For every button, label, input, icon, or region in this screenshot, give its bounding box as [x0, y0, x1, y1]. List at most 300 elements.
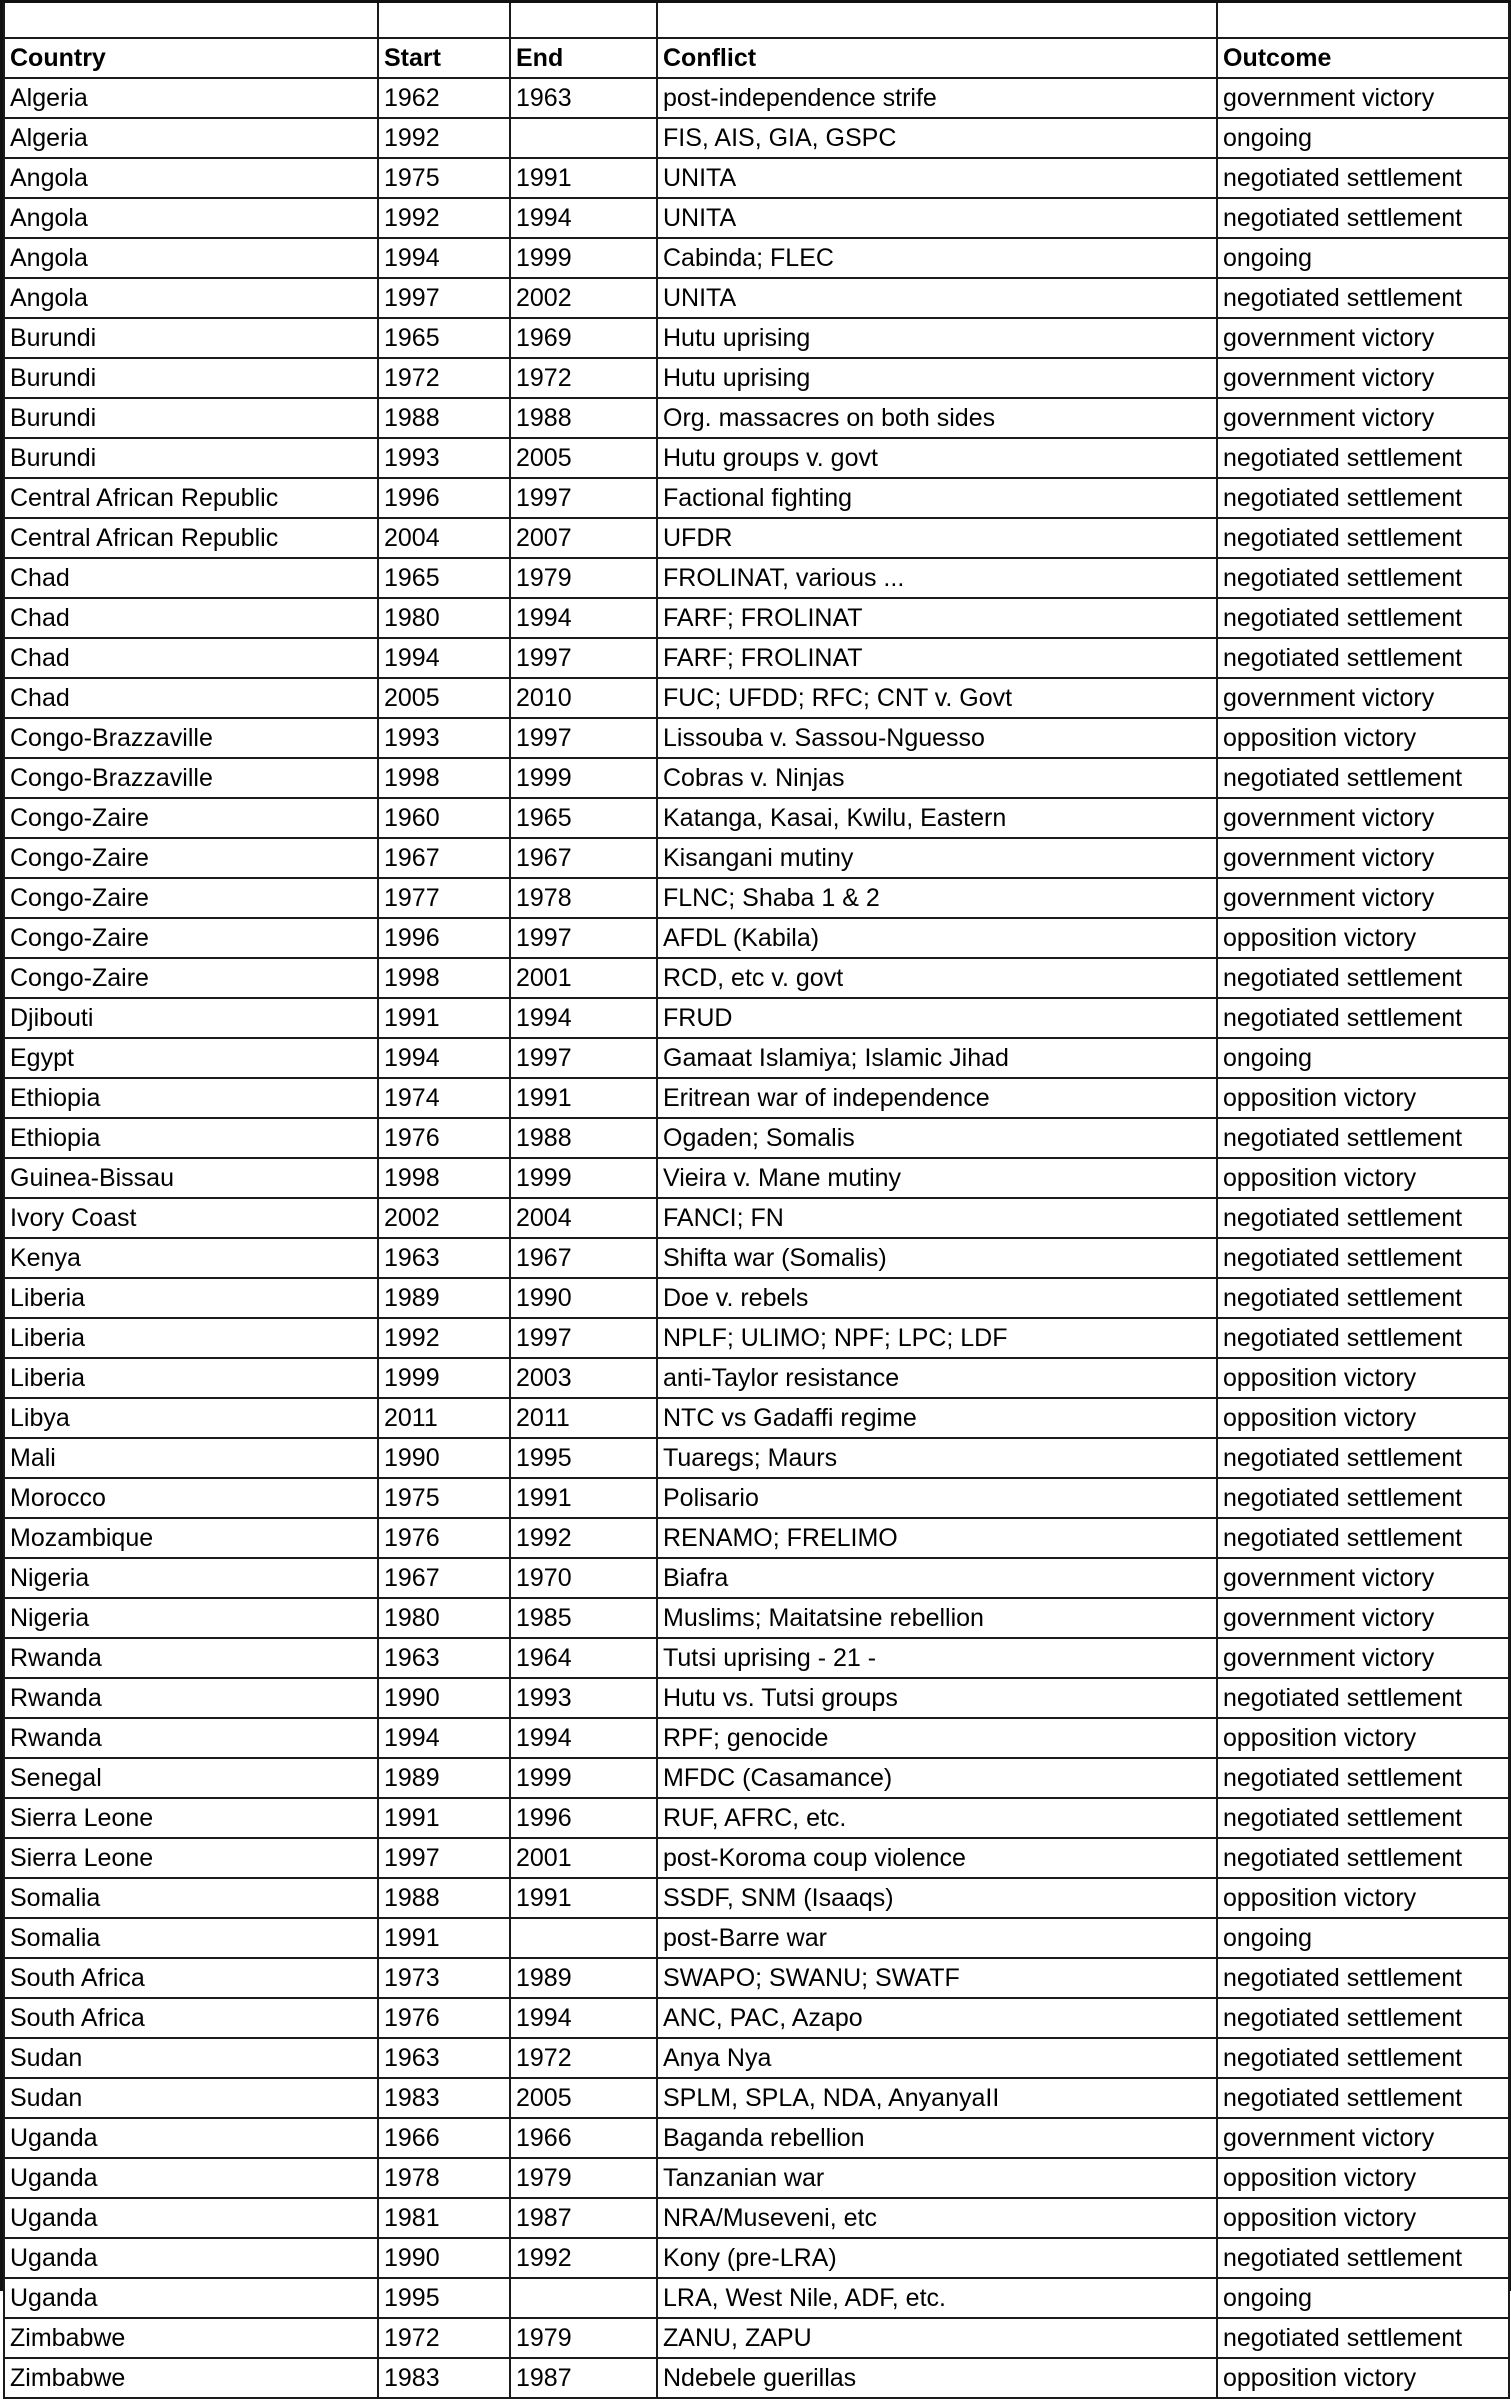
- cell-end[interactable]: 1993: [510, 1678, 657, 1718]
- cell-country[interactable]: Burundi: [4, 398, 378, 438]
- cell-conflict[interactable]: Tanzanian war: [657, 2158, 1217, 2198]
- cell-end[interactable]: 1997: [510, 638, 657, 678]
- cell-start[interactable]: 1960: [378, 798, 510, 838]
- cell-outcome[interactable]: negotiated settlement: [1217, 1798, 1509, 1838]
- cell-start[interactable]: 1980: [378, 598, 510, 638]
- cell-end[interactable]: 1963: [510, 78, 657, 118]
- table-row[interactable]: [4, 1998, 1509, 2038]
- cell-end[interactable]: 1985: [510, 1598, 657, 1638]
- cell-end[interactable]: 1995: [510, 1438, 657, 1478]
- table-row[interactable]: [4, 1198, 1509, 1238]
- cell-outcome[interactable]: negotiated settlement: [1217, 1838, 1509, 1878]
- cell-start[interactable]: 1990: [378, 1438, 510, 1478]
- cell-country[interactable]: Congo-Zaire: [4, 798, 378, 838]
- cell-outcome[interactable]: ongoing: [1217, 1038, 1509, 1078]
- cell-country[interactable]: South Africa: [4, 1958, 378, 1998]
- cell-start[interactable]: 1977: [378, 878, 510, 918]
- cell-end[interactable]: [510, 1918, 657, 1958]
- cell-country[interactable]: Congo-Zaire: [4, 918, 378, 958]
- cell-outcome[interactable]: negotiated settlement: [1217, 2038, 1509, 2078]
- cell-end[interactable]: 1991: [510, 158, 657, 198]
- table-row[interactable]: [4, 1078, 1509, 1118]
- cell-outcome[interactable]: negotiated settlement: [1217, 478, 1509, 518]
- table-row[interactable]: [4, 758, 1509, 798]
- cell-outcome[interactable]: opposition victory: [1217, 1158, 1509, 1198]
- table-row[interactable]: [4, 158, 1509, 198]
- cell-start[interactable]: 1963: [378, 1638, 510, 1678]
- cell-start[interactable]: 1994: [378, 638, 510, 678]
- cell-end[interactable]: 1988: [510, 398, 657, 438]
- table-row[interactable]: [4, 1118, 1509, 1158]
- cell-outcome[interactable]: negotiated settlement: [1217, 438, 1509, 478]
- cell-outcome[interactable]: negotiated settlement: [1217, 2238, 1509, 2278]
- column-header-outcome[interactable]: Outcome: [1217, 38, 1509, 78]
- cell-start[interactable]: 1988: [378, 1878, 510, 1918]
- cell-outcome[interactable]: negotiated settlement: [1217, 518, 1509, 558]
- table-row[interactable]: [4, 918, 1509, 958]
- cell-start[interactable]: 1978: [378, 2158, 510, 2198]
- table-row[interactable]: [4, 1438, 1509, 1478]
- cell-conflict[interactable]: anti-Taylor resistance: [657, 1358, 1217, 1398]
- cell-outcome[interactable]: negotiated settlement: [1217, 2318, 1509, 2358]
- table-row[interactable]: [4, 1038, 1509, 1078]
- cell-end[interactable]: 1970: [510, 1558, 657, 1598]
- table-row[interactable]: [4, 1798, 1509, 1838]
- cell-country[interactable]: Angola: [4, 278, 378, 318]
- table-row[interactable]: [4, 2078, 1509, 2118]
- cell-start[interactable]: 1972: [378, 358, 510, 398]
- cell-country[interactable]: Congo-Brazzaville: [4, 718, 378, 758]
- cell-end[interactable]: 1997: [510, 478, 657, 518]
- cell-start[interactable]: 1966: [378, 2118, 510, 2158]
- cell-outcome[interactable]: negotiated settlement: [1217, 1958, 1509, 1998]
- table-row[interactable]: [4, 358, 1509, 398]
- cell-conflict[interactable]: SSDF, SNM (Isaaqs): [657, 1878, 1217, 1918]
- cell-end[interactable]: 1994: [510, 1718, 657, 1758]
- cell-end[interactable]: 1979: [510, 2158, 657, 2198]
- cell-end[interactable]: 1978: [510, 878, 657, 918]
- cell-conflict[interactable]: FARF; FROLINAT: [657, 638, 1217, 678]
- cell-country[interactable]: Mozambique: [4, 1518, 378, 1558]
- cell-end[interactable]: 1979: [510, 558, 657, 598]
- cell-start[interactable]: 1962: [378, 78, 510, 118]
- cell-conflict[interactable]: Hutu uprising: [657, 358, 1217, 398]
- cell-end[interactable]: 1972: [510, 2038, 657, 2078]
- cell-conflict[interactable]: Anya Nya: [657, 2038, 1217, 2078]
- cell-start[interactable]: 1974: [378, 1078, 510, 1118]
- cell-country[interactable]: South Africa: [4, 1998, 378, 2038]
- cell-outcome[interactable]: opposition victory: [1217, 2158, 1509, 2198]
- cell-end[interactable]: 1988: [510, 1118, 657, 1158]
- cell-end[interactable]: 2001: [510, 958, 657, 998]
- cell-conflict[interactable]: FARF; FROLINAT: [657, 598, 1217, 638]
- cell-outcome[interactable]: government victory: [1217, 1558, 1509, 1598]
- cell-end[interactable]: 2010: [510, 678, 657, 718]
- cell-conflict[interactable]: Doe v. rebels: [657, 1278, 1217, 1318]
- cell-country[interactable]: Burundi: [4, 358, 378, 398]
- table-row[interactable]: [4, 998, 1509, 1038]
- cell-start[interactable]: 1994: [378, 1038, 510, 1078]
- cell-end[interactable]: [510, 2278, 657, 2318]
- cell-outcome[interactable]: negotiated settlement: [1217, 1518, 1509, 1558]
- cell-country[interactable]: Ivory Coast: [4, 1198, 378, 1238]
- cell-start[interactable]: 1963: [378, 2038, 510, 2078]
- cell-country[interactable]: Somalia: [4, 1878, 378, 1918]
- cell-conflict[interactable]: Tutsi uprising - 21 -: [657, 1638, 1217, 1678]
- cell-conflict[interactable]: Org. massacres on both sides: [657, 398, 1217, 438]
- cell-outcome[interactable]: negotiated settlement: [1217, 558, 1509, 598]
- cell-end[interactable]: 1991: [510, 1078, 657, 1118]
- cell-start[interactable]: 1991: [378, 1798, 510, 1838]
- cell-end[interactable]: 1997: [510, 1318, 657, 1358]
- table-row[interactable]: [4, 1398, 1509, 1438]
- cell-outcome[interactable]: ongoing: [1217, 1918, 1509, 1958]
- cell-outcome[interactable]: government victory: [1217, 798, 1509, 838]
- cell-end[interactable]: 1966: [510, 2118, 657, 2158]
- table-row[interactable]: [4, 318, 1509, 358]
- cell-outcome[interactable]: negotiated settlement: [1217, 598, 1509, 638]
- cell-start[interactable]: 1998: [378, 758, 510, 798]
- cell-start[interactable]: 1998: [378, 958, 510, 998]
- cell-conflict[interactable]: MFDC (Casamance): [657, 1758, 1217, 1798]
- cell-outcome[interactable]: government victory: [1217, 318, 1509, 358]
- cell-end[interactable]: [510, 118, 657, 158]
- cell-start[interactable]: 1991: [378, 1918, 510, 1958]
- cell-outcome[interactable]: government victory: [1217, 1598, 1509, 1638]
- cell-outcome[interactable]: opposition victory: [1217, 1078, 1509, 1118]
- cell-country[interactable]: Zimbabwe: [4, 2318, 378, 2358]
- cell-outcome[interactable]: government victory: [1217, 678, 1509, 718]
- cell-outcome[interactable]: negotiated settlement: [1217, 958, 1509, 998]
- table-row[interactable]: [4, 798, 1509, 838]
- table-row[interactable]: [4, 678, 1509, 718]
- cell-start[interactable]: 1989: [378, 1758, 510, 1798]
- cell-outcome[interactable]: opposition victory: [1217, 718, 1509, 758]
- table-row[interactable]: [4, 118, 1509, 158]
- cell-country[interactable]: Sierra Leone: [4, 1798, 378, 1838]
- cell-outcome[interactable]: negotiated settlement: [1217, 278, 1509, 318]
- cell-conflict[interactable]: RCD, etc v. govt: [657, 958, 1217, 998]
- table-row[interactable]: [4, 1518, 1509, 1558]
- cell-end[interactable]: 1964: [510, 1638, 657, 1678]
- cell-start[interactable]: 1993: [378, 438, 510, 478]
- cell-country[interactable]: Mali: [4, 1438, 378, 1478]
- table-row[interactable]: [4, 1558, 1509, 1598]
- table-row[interactable]: [4, 838, 1509, 878]
- table-row[interactable]: [4, 1478, 1509, 1518]
- column-header-end[interactable]: End: [510, 38, 657, 78]
- cell-start[interactable]: 1983: [378, 2358, 510, 2398]
- table-row[interactable]: [4, 1958, 1509, 1998]
- cell-start[interactable]: 1976: [378, 1118, 510, 1158]
- cell-country[interactable]: Burundi: [4, 318, 378, 358]
- table-row[interactable]: [4, 198, 1509, 238]
- cell-start[interactable]: 1998: [378, 1158, 510, 1198]
- cell-end[interactable]: 1969: [510, 318, 657, 358]
- cell-conflict[interactable]: Baganda rebellion: [657, 2118, 1217, 2158]
- column-header-conflict[interactable]: Conflict: [657, 38, 1217, 78]
- cell-conflict[interactable]: Muslims; Maitatsine rebellion: [657, 1598, 1217, 1638]
- table-row[interactable]: [4, 1238, 1509, 1278]
- cell-end[interactable]: 1967: [510, 838, 657, 878]
- cell-country[interactable]: Ethiopia: [4, 1078, 378, 1118]
- cell-start[interactable]: 1994: [378, 238, 510, 278]
- cell-country[interactable]: Nigeria: [4, 1598, 378, 1638]
- cell-conflict[interactable]: ZANU, ZAPU: [657, 2318, 1217, 2358]
- cell-end[interactable]: 1999: [510, 758, 657, 798]
- table-row[interactable]: [4, 1758, 1509, 1798]
- table-row[interactable]: [4, 1598, 1509, 1638]
- cell-conflict[interactable]: Vieira v. Mane mutiny: [657, 1158, 1217, 1198]
- cell-start[interactable]: 1975: [378, 1478, 510, 1518]
- cell-conflict[interactable]: RUF, AFRC, etc.: [657, 1798, 1217, 1838]
- cell-conflict[interactable]: Cobras v. Ninjas: [657, 758, 1217, 798]
- cell-conflict[interactable]: SPLM, SPLA, NDA, AnyanyaII: [657, 2078, 1217, 2118]
- cell-country[interactable]: Angola: [4, 198, 378, 238]
- table-row[interactable]: [4, 2198, 1509, 2238]
- cell-start[interactable]: 1972: [378, 2318, 510, 2358]
- cell-start[interactable]: 2011: [378, 1398, 510, 1438]
- cell-end[interactable]: 1979: [510, 2318, 657, 2358]
- cell-end[interactable]: 1991: [510, 1478, 657, 1518]
- cell-outcome[interactable]: government victory: [1217, 2118, 1509, 2158]
- cell-country[interactable]: Uganda: [4, 2158, 378, 2198]
- cell-outcome[interactable]: government victory: [1217, 1638, 1509, 1678]
- table-row[interactable]: [4, 2238, 1509, 2278]
- table-row[interactable]: [4, 238, 1509, 278]
- cell-conflict[interactable]: ANC, PAC, Azapo: [657, 1998, 1217, 2038]
- cell-outcome[interactable]: ongoing: [1217, 2278, 1509, 2318]
- cell-end[interactable]: 2001: [510, 1838, 657, 1878]
- cell-conflict[interactable]: Kisangani mutiny: [657, 838, 1217, 878]
- cell-country[interactable]: Chad: [4, 558, 378, 598]
- cell-start[interactable]: 1993: [378, 718, 510, 758]
- cell-end[interactable]: 2007: [510, 518, 657, 558]
- cell-country[interactable]: Uganda: [4, 2118, 378, 2158]
- cell-outcome[interactable]: opposition victory: [1217, 1398, 1509, 1438]
- cell-country[interactable]: Uganda: [4, 2278, 378, 2318]
- cell-country[interactable]: Angola: [4, 158, 378, 198]
- cell-outcome[interactable]: negotiated settlement: [1217, 1198, 1509, 1238]
- cell-start[interactable]: 1990: [378, 1678, 510, 1718]
- cell-conflict[interactable]: Ndebele guerillas: [657, 2358, 1217, 2398]
- table-row[interactable]: [4, 878, 1509, 918]
- cell-start[interactable]: 1963: [378, 1238, 510, 1278]
- cell-start[interactable]: 1983: [378, 2078, 510, 2118]
- cell-outcome[interactable]: negotiated settlement: [1217, 198, 1509, 238]
- cell-outcome[interactable]: negotiated settlement: [1217, 1758, 1509, 1798]
- cell-conflict[interactable]: LRA, West Nile, ADF, etc.: [657, 2278, 1217, 2318]
- cell-start[interactable]: 2004: [378, 518, 510, 558]
- cell-outcome[interactable]: negotiated settlement: [1217, 1998, 1509, 2038]
- cell-start[interactable]: 1997: [378, 278, 510, 318]
- cell-country[interactable]: Sudan: [4, 2038, 378, 2078]
- cell-end[interactable]: 1987: [510, 2358, 657, 2398]
- cell-end[interactable]: 1997: [510, 918, 657, 958]
- cell-conflict[interactable]: AFDL (Kabila): [657, 918, 1217, 958]
- cell-end[interactable]: 1999: [510, 1758, 657, 1798]
- table-row[interactable]: [4, 1678, 1509, 1718]
- cell-start[interactable]: 2005: [378, 678, 510, 718]
- cell-country[interactable]: Burundi: [4, 438, 378, 478]
- cell-conflict[interactable]: Hutu uprising: [657, 318, 1217, 358]
- cell-end[interactable]: 1994: [510, 198, 657, 238]
- cell-conflict[interactable]: Polisario: [657, 1478, 1217, 1518]
- cell-end[interactable]: 1994: [510, 998, 657, 1038]
- cell-end[interactable]: 2002: [510, 278, 657, 318]
- table-row[interactable]: [4, 2158, 1509, 2198]
- cell-country[interactable]: Ethiopia: [4, 1118, 378, 1158]
- cell-start[interactable]: 1988: [378, 398, 510, 438]
- table-row[interactable]: [4, 1358, 1509, 1398]
- cell-outcome[interactable]: opposition victory: [1217, 918, 1509, 958]
- cell-country[interactable]: Central African Republic: [4, 478, 378, 518]
- table-row[interactable]: [4, 1158, 1509, 1198]
- cell-outcome[interactable]: negotiated settlement: [1217, 1238, 1509, 1278]
- cell-end[interactable]: 1987: [510, 2198, 657, 2238]
- table-row[interactable]: [4, 2278, 1509, 2318]
- table-row[interactable]: [4, 2118, 1509, 2158]
- cell-outcome[interactable]: negotiated settlement: [1217, 1478, 1509, 1518]
- cell-country[interactable]: Rwanda: [4, 1718, 378, 1758]
- cell-start[interactable]: 1981: [378, 2198, 510, 2238]
- cell-outcome[interactable]: opposition victory: [1217, 1878, 1509, 1918]
- column-header-country[interactable]: Country: [4, 38, 378, 78]
- cell-conflict[interactable]: Gamaat Islamiya; Islamic Jihad: [657, 1038, 1217, 1078]
- cell-conflict[interactable]: post-Koroma coup violence: [657, 1838, 1217, 1878]
- cell-country[interactable]: Liberia: [4, 1318, 378, 1358]
- cell-country[interactable]: Senegal: [4, 1758, 378, 1798]
- table-row[interactable]: [4, 1278, 1509, 1318]
- cell-country[interactable]: Egypt: [4, 1038, 378, 1078]
- cell-country[interactable]: Congo-Zaire: [4, 838, 378, 878]
- cell-conflict[interactable]: post-independence strife: [657, 78, 1217, 118]
- cell-conflict[interactable]: FLNC; Shaba 1 & 2: [657, 878, 1217, 918]
- cell-end[interactable]: 1965: [510, 798, 657, 838]
- table-row[interactable]: [4, 1878, 1509, 1918]
- cell-start[interactable]: 1975: [378, 158, 510, 198]
- cell-end[interactable]: 1999: [510, 238, 657, 278]
- cell-end[interactable]: 2005: [510, 2078, 657, 2118]
- cell-start[interactable]: 1999: [378, 1358, 510, 1398]
- table-row[interactable]: [4, 1318, 1509, 1358]
- cell-country[interactable]: Guinea-Bissau: [4, 1158, 378, 1198]
- cell-country[interactable]: Central African Republic: [4, 518, 378, 558]
- cell-conflict[interactable]: Hutu groups v. govt: [657, 438, 1217, 478]
- cell-start[interactable]: 1994: [378, 1718, 510, 1758]
- cell-outcome[interactable]: negotiated settlement: [1217, 1318, 1509, 1358]
- table-row[interactable]: [4, 518, 1509, 558]
- cell-start[interactable]: 1976: [378, 1518, 510, 1558]
- cell-conflict[interactable]: FRUD: [657, 998, 1217, 1038]
- cell-country[interactable]: Djibouti: [4, 998, 378, 1038]
- cell-conflict[interactable]: post-Barre war: [657, 1918, 1217, 1958]
- cell-end[interactable]: 1991: [510, 1878, 657, 1918]
- cell-outcome[interactable]: government victory: [1217, 838, 1509, 878]
- cell-outcome[interactable]: government victory: [1217, 78, 1509, 118]
- cell-conflict[interactable]: FANCI; FN: [657, 1198, 1217, 1238]
- cell-country[interactable]: Algeria: [4, 78, 378, 118]
- cell-end[interactable]: 1996: [510, 1798, 657, 1838]
- table-row[interactable]: [4, 558, 1509, 598]
- cell-end[interactable]: 2005: [510, 438, 657, 478]
- table-row[interactable]: [4, 1718, 1509, 1758]
- table-row[interactable]: [4, 438, 1509, 478]
- cell-end[interactable]: 1999: [510, 1158, 657, 1198]
- cell-country[interactable]: Morocco: [4, 1478, 378, 1518]
- table-row[interactable]: [4, 1838, 1509, 1878]
- cell-start[interactable]: 1992: [378, 198, 510, 238]
- cell-outcome[interactable]: negotiated settlement: [1217, 1118, 1509, 1158]
- cell-outcome[interactable]: negotiated settlement: [1217, 758, 1509, 798]
- cell-conflict[interactable]: FROLINAT, various ...: [657, 558, 1217, 598]
- cell-country[interactable]: Rwanda: [4, 1678, 378, 1718]
- cell-conflict[interactable]: FIS, AIS, GIA, GSPC: [657, 118, 1217, 158]
- cell-conflict[interactable]: Cabinda; FLEC: [657, 238, 1217, 278]
- cell-end[interactable]: 1972: [510, 358, 657, 398]
- cell-outcome[interactable]: opposition victory: [1217, 2358, 1509, 2398]
- cell-outcome[interactable]: negotiated settlement: [1217, 998, 1509, 1038]
- cell-country[interactable]: Libya: [4, 1398, 378, 1438]
- table-row[interactable]: [4, 638, 1509, 678]
- cell-outcome[interactable]: negotiated settlement: [1217, 1278, 1509, 1318]
- cell-end[interactable]: 1997: [510, 1038, 657, 1078]
- cell-conflict[interactable]: Shifta war (Somalis): [657, 1238, 1217, 1278]
- cell-end[interactable]: 1994: [510, 1998, 657, 2038]
- table-row[interactable]: [4, 1918, 1509, 1958]
- cell-outcome[interactable]: negotiated settlement: [1217, 638, 1509, 678]
- cell-conflict[interactable]: RENAMO; FRELIMO: [657, 1518, 1217, 1558]
- cell-conflict[interactable]: FUC; UFDD; RFC; CNT v. Govt: [657, 678, 1217, 718]
- cell-end[interactable]: 2004: [510, 1198, 657, 1238]
- cell-country[interactable]: Sierra Leone: [4, 1838, 378, 1878]
- cell-conflict[interactable]: Katanga, Kasai, Kwilu, Eastern: [657, 798, 1217, 838]
- cell-country[interactable]: Chad: [4, 598, 378, 638]
- cell-country[interactable]: Uganda: [4, 2198, 378, 2238]
- cell-end[interactable]: 1992: [510, 2238, 657, 2278]
- cell-start[interactable]: 1967: [378, 1558, 510, 1598]
- table-row[interactable]: [4, 1638, 1509, 1678]
- cell-conflict[interactable]: SWAPO; SWANU; SWATF: [657, 1958, 1217, 1998]
- cell-start[interactable]: 2002: [378, 1198, 510, 1238]
- column-header-start[interactable]: Start: [378, 38, 510, 78]
- cell-outcome[interactable]: government victory: [1217, 878, 1509, 918]
- cell-outcome[interactable]: negotiated settlement: [1217, 1438, 1509, 1478]
- cell-end[interactable]: 2003: [510, 1358, 657, 1398]
- cell-country[interactable]: Chad: [4, 678, 378, 718]
- cell-country[interactable]: Chad: [4, 638, 378, 678]
- cell-end[interactable]: 1994: [510, 598, 657, 638]
- cell-outcome[interactable]: opposition victory: [1217, 1358, 1509, 1398]
- cell-country[interactable]: Angola: [4, 238, 378, 278]
- cell-outcome[interactable]: negotiated settlement: [1217, 158, 1509, 198]
- cell-outcome[interactable]: government victory: [1217, 358, 1509, 398]
- cell-outcome[interactable]: negotiated settlement: [1217, 1678, 1509, 1718]
- cell-country[interactable]: Somalia: [4, 1918, 378, 1958]
- cell-country[interactable]: Nigeria: [4, 1558, 378, 1598]
- cell-country[interactable]: Sudan: [4, 2078, 378, 2118]
- cell-country[interactable]: Congo-Zaire: [4, 878, 378, 918]
- cell-end[interactable]: 1997: [510, 718, 657, 758]
- cell-conflict[interactable]: Tuaregs; Maurs: [657, 1438, 1217, 1478]
- cell-conflict[interactable]: Ogaden; Somalis: [657, 1118, 1217, 1158]
- cell-conflict[interactable]: UNITA: [657, 278, 1217, 318]
- cell-start[interactable]: 1965: [378, 318, 510, 358]
- cell-start[interactable]: 1989: [378, 1278, 510, 1318]
- cell-start[interactable]: 1976: [378, 1998, 510, 2038]
- cell-start[interactable]: 1965: [378, 558, 510, 598]
- table-row[interactable]: [4, 718, 1509, 758]
